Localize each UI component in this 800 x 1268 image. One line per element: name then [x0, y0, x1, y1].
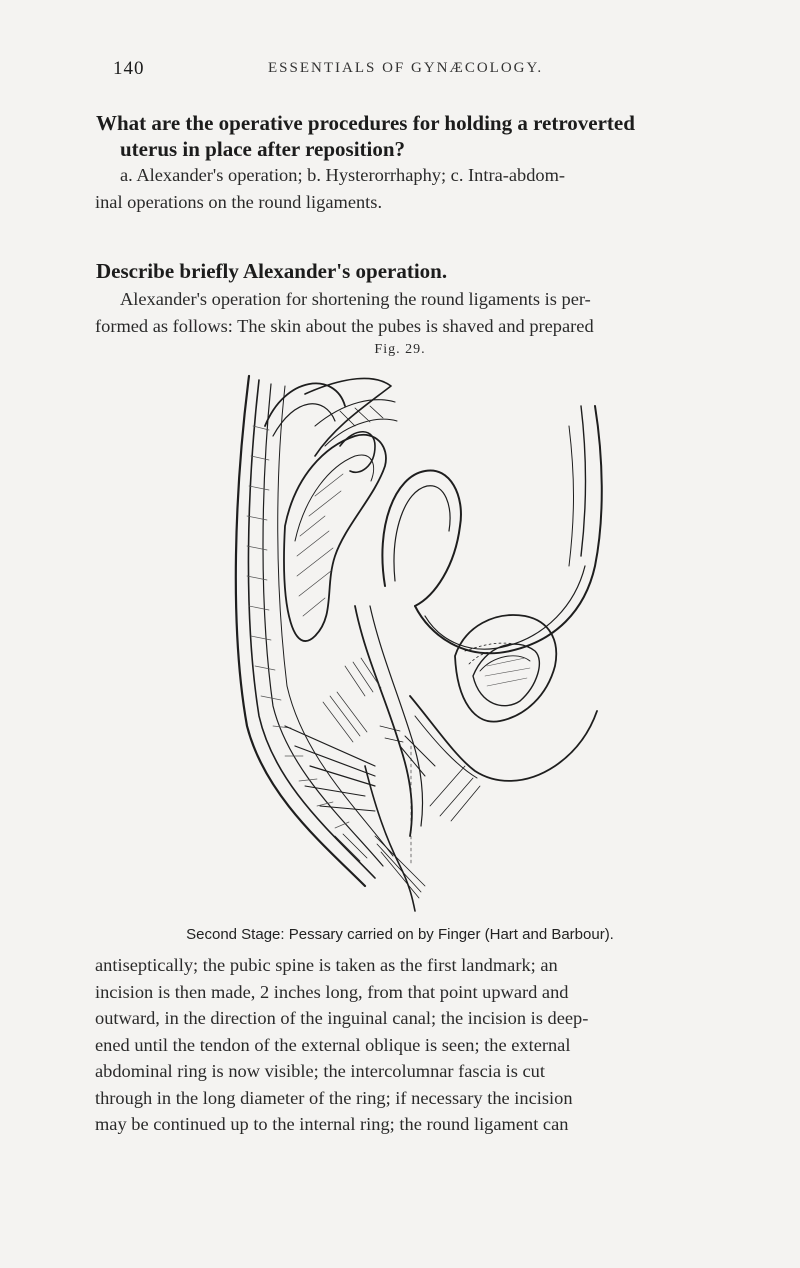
- figure-caption: Second Stage: Pessary carried on by Finger (Hart and Barbour).: [186, 926, 614, 943]
- cont-line: ened until the tendon of the external oblique is seen; the external: [95, 1034, 571, 1055]
- question-line-2: uterus in place after reposition?: [120, 137, 406, 161]
- figure-label: Fig. 29.: [374, 342, 426, 357]
- answer-alexander-intro: [95, 286, 740, 339]
- cont-line: may be continued up to the internal ring; the round ligament can: [95, 1114, 569, 1134]
- anatomical-illustration: [225, 366, 610, 912]
- cont-line: through in the long diameter of the ring; if necessary the incision: [95, 1087, 573, 1108]
- running-title: ESSENTIALS OF GYNÆCOLOGY.: [268, 60, 544, 76]
- question-retroverted-uterus: [96, 110, 736, 162]
- answer-line-1: a. Alexander's operation; b. Hysterorrhaphy; c. Intra-abdom-: [120, 165, 566, 185]
- cont-line: abdominal ring is now visible; the intercolumnar fascia is cut: [95, 1061, 545, 1081]
- page-number: 140: [113, 58, 145, 79]
- intro-line-1: Alexander's operation for shortening the round ligaments is per-: [120, 289, 591, 309]
- cont-line: antiseptically; the pubic spine is taken as the first landmark; an: [95, 955, 558, 975]
- cont-line: outward, in the direction of the inguinal canal; the incision is deep-: [95, 1008, 589, 1028]
- answer-operative-procedures: [95, 162, 740, 215]
- question-2-text: Describe briefly Alexander's operation.: [96, 259, 448, 283]
- answer-alexander-continued: [95, 952, 740, 1138]
- answer-line-2: inal operations on the round ligaments.: [95, 191, 383, 212]
- question-alexander-operation: [96, 258, 736, 284]
- question-line-1: What are the operative procedures for holding a retroverted: [96, 111, 635, 135]
- intro-line-2: formed as follows: The skin about the pubes is shaved and prepared: [95, 315, 594, 336]
- cont-line: incision is then made, 2 inches long, from that point upward and: [95, 981, 569, 1002]
